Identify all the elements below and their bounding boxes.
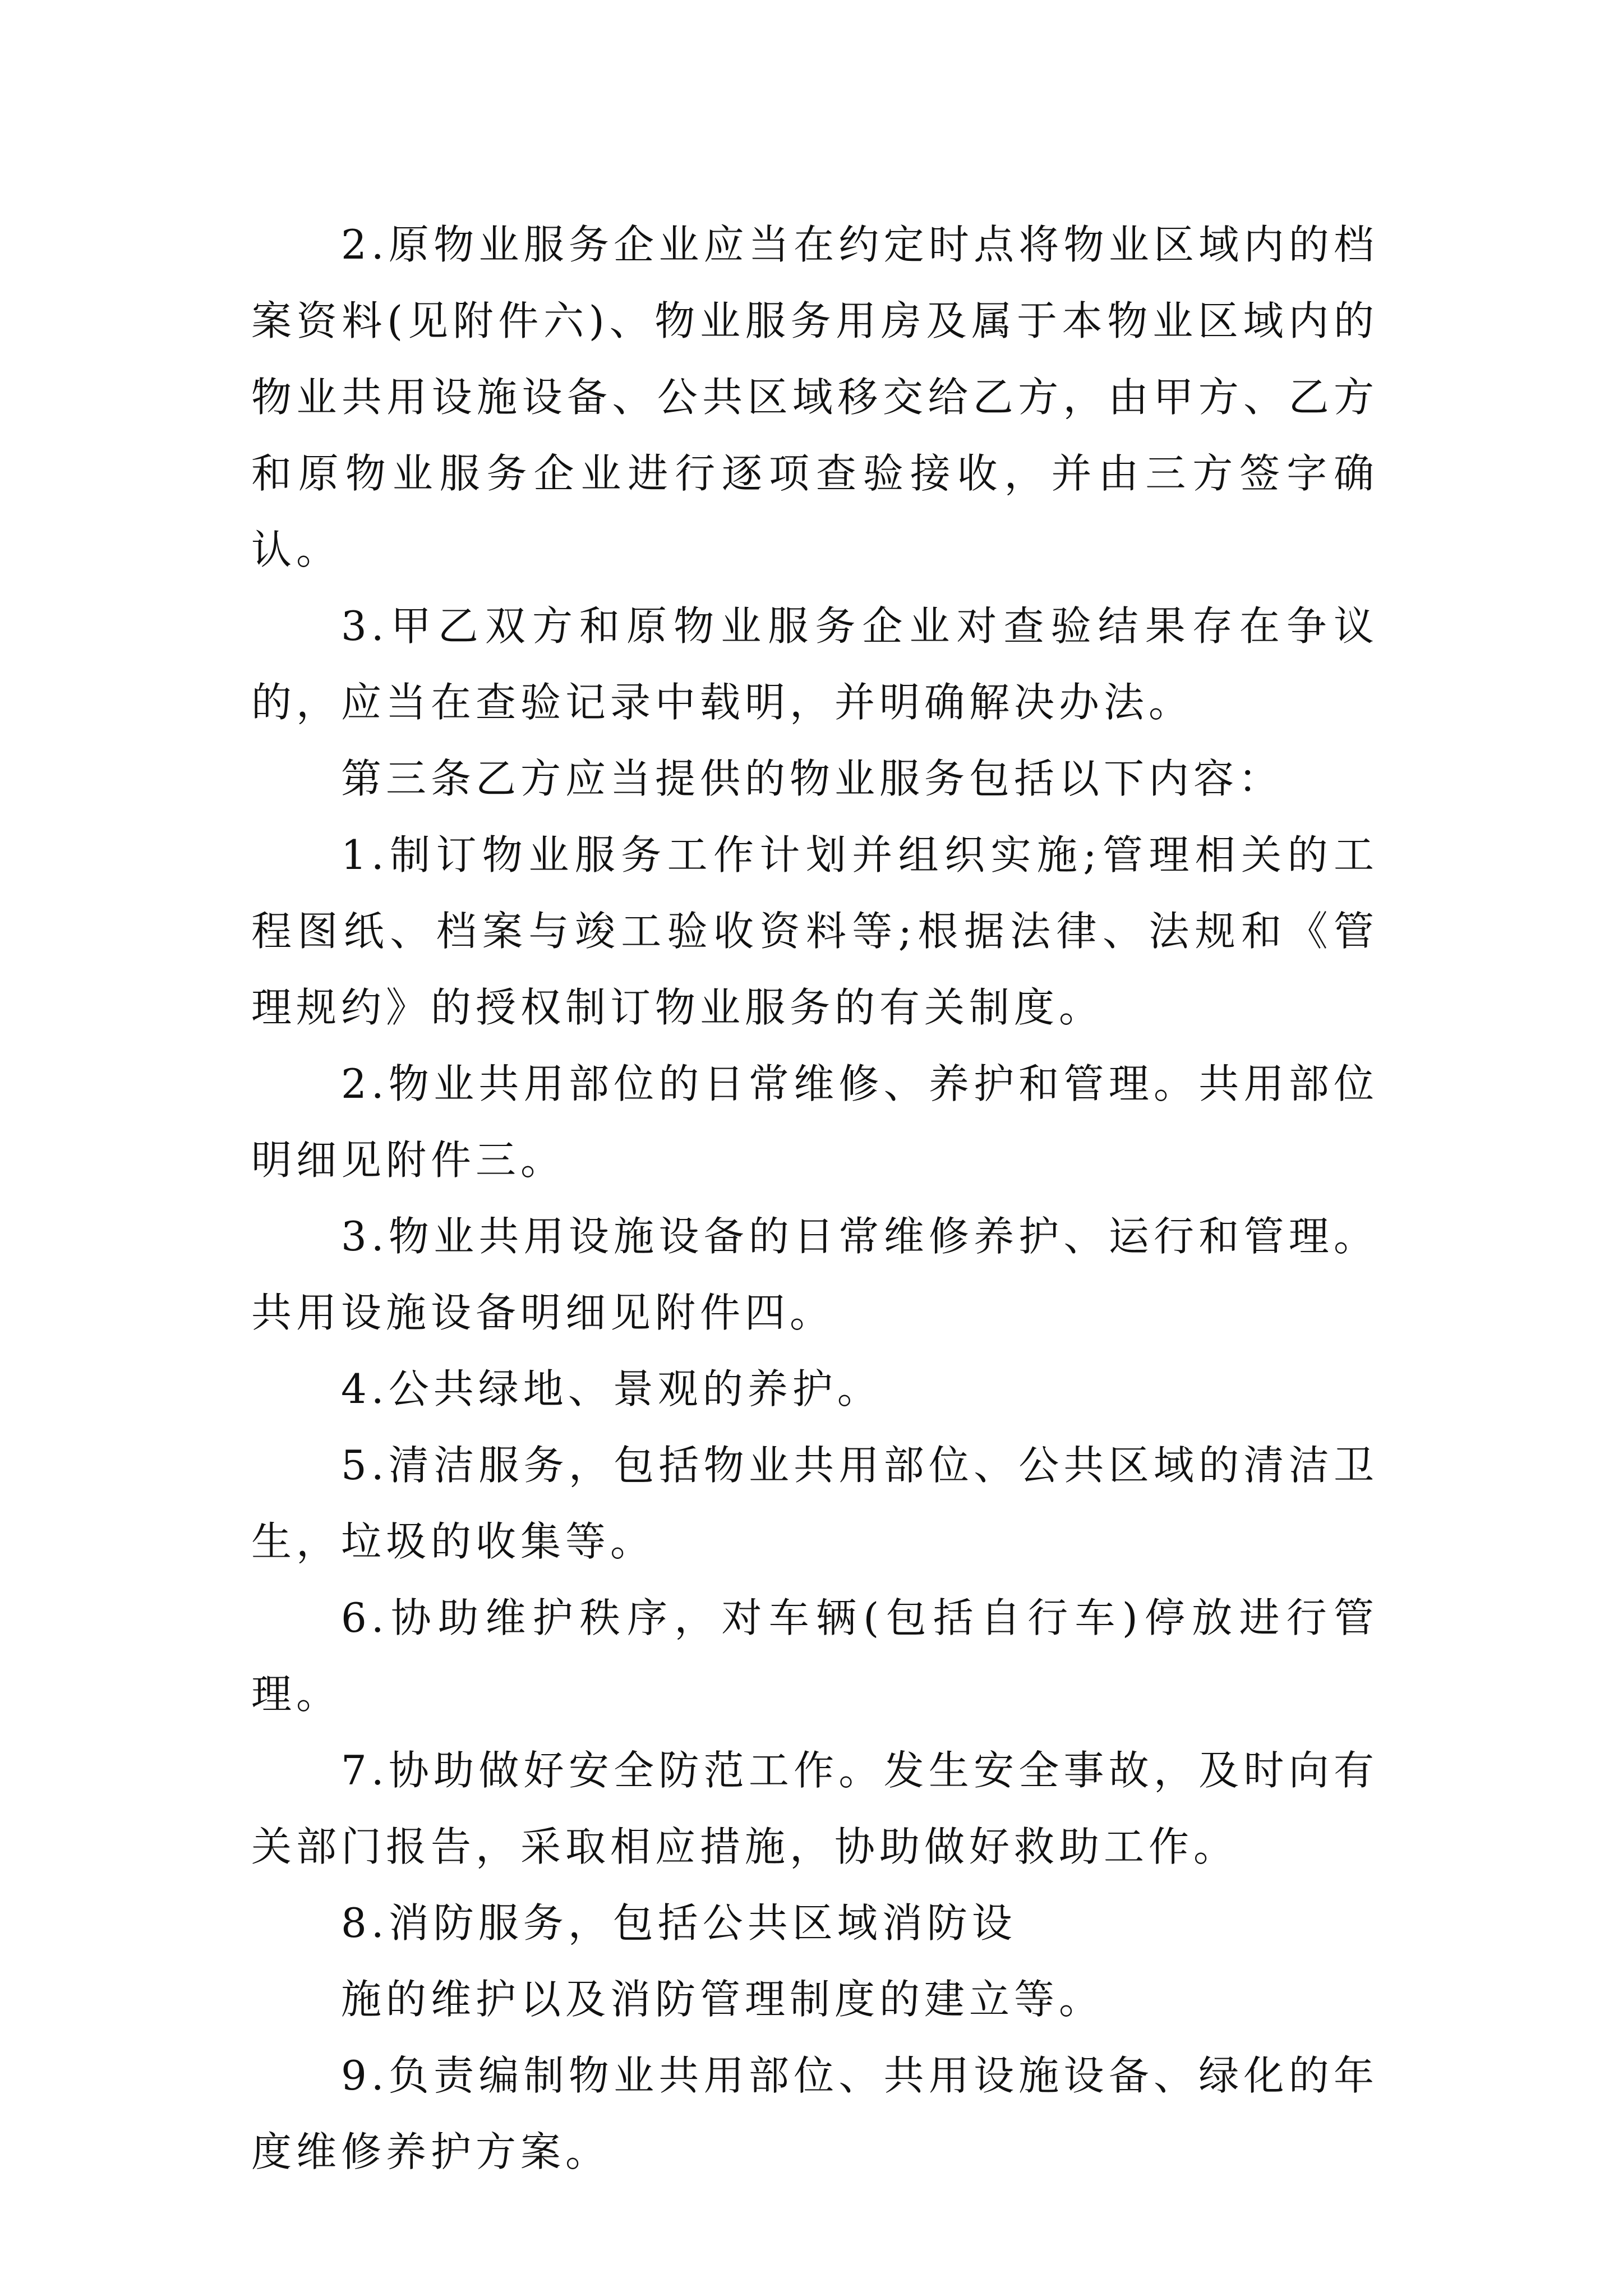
paragraph-handover-archives: 2.原物业服务企业应当在约定时点将物业区域内的档案资料(见附件六)、物业服务用房及属于本物业区域内的物业共用设施设备、公共区域移交给乙方，由甲方、乙方和原物业服务企业进行逐项查验接收，并由三方签字确认。 — [251, 221, 1378, 573]
paragraph-green-space: 4.公共绿地、景观的养护。 — [341, 1365, 882, 1412]
paragraph-common-parts: 2.物业共用部位的日常维修、养护和管理。共用部位明细见附件三。 — [251, 1060, 1378, 1184]
paragraph-service-plan: 1.制订物业服务工作计划并组织实施;管理相关的工程图纸、档案与竣工验收资料等;根据法律、法规和《管理规约》的授权制订物业服务的有关制度。 — [251, 831, 1378, 1031]
paragraph-fire-service: 8.消防服务，包括公共区域消防设 — [341, 1899, 1017, 1947]
paragraph-maintenance-plan: 9.负责编制物业共用部位、共用设施设备、绿化的年度维修养护方案。 — [251, 2052, 1378, 2175]
paragraph-dispute-inspection: 3.甲乙双方和原物业服务企业对查验结果存在争议的，应当在查验记录中载明，并明确解决办法。 — [251, 602, 1378, 726]
paragraph-common-facilities: 3.物业共用设施设备的日常维修养护、运行和管理。共用设施设备明细见附件四。 — [251, 1213, 1378, 1336]
document-body — [251, 206, 1378, 2190]
paragraph-safety: 7.协助做好安全防范工作。发生安全事故，及时向有关部门报告，采取相应措施，协助做好救助工作。 — [251, 1747, 1378, 1870]
paragraph-cleaning: 5.清洁服务，包括物业共用部位、公共区域的清洁卫生，垃圾的收集等。 — [251, 1442, 1378, 1565]
paragraph-order-vehicles: 6.协助维护秩序，对车辆(包括自行车)停放进行管理。 — [251, 1594, 1378, 1718]
paragraph-fire-service-cont: 施的维护以及消防管理制度的建立等。 — [341, 1976, 1104, 2023]
paragraph-article-three-heading: 第三条乙方应当提供的物业服务包括以下内容： — [341, 755, 1284, 802]
